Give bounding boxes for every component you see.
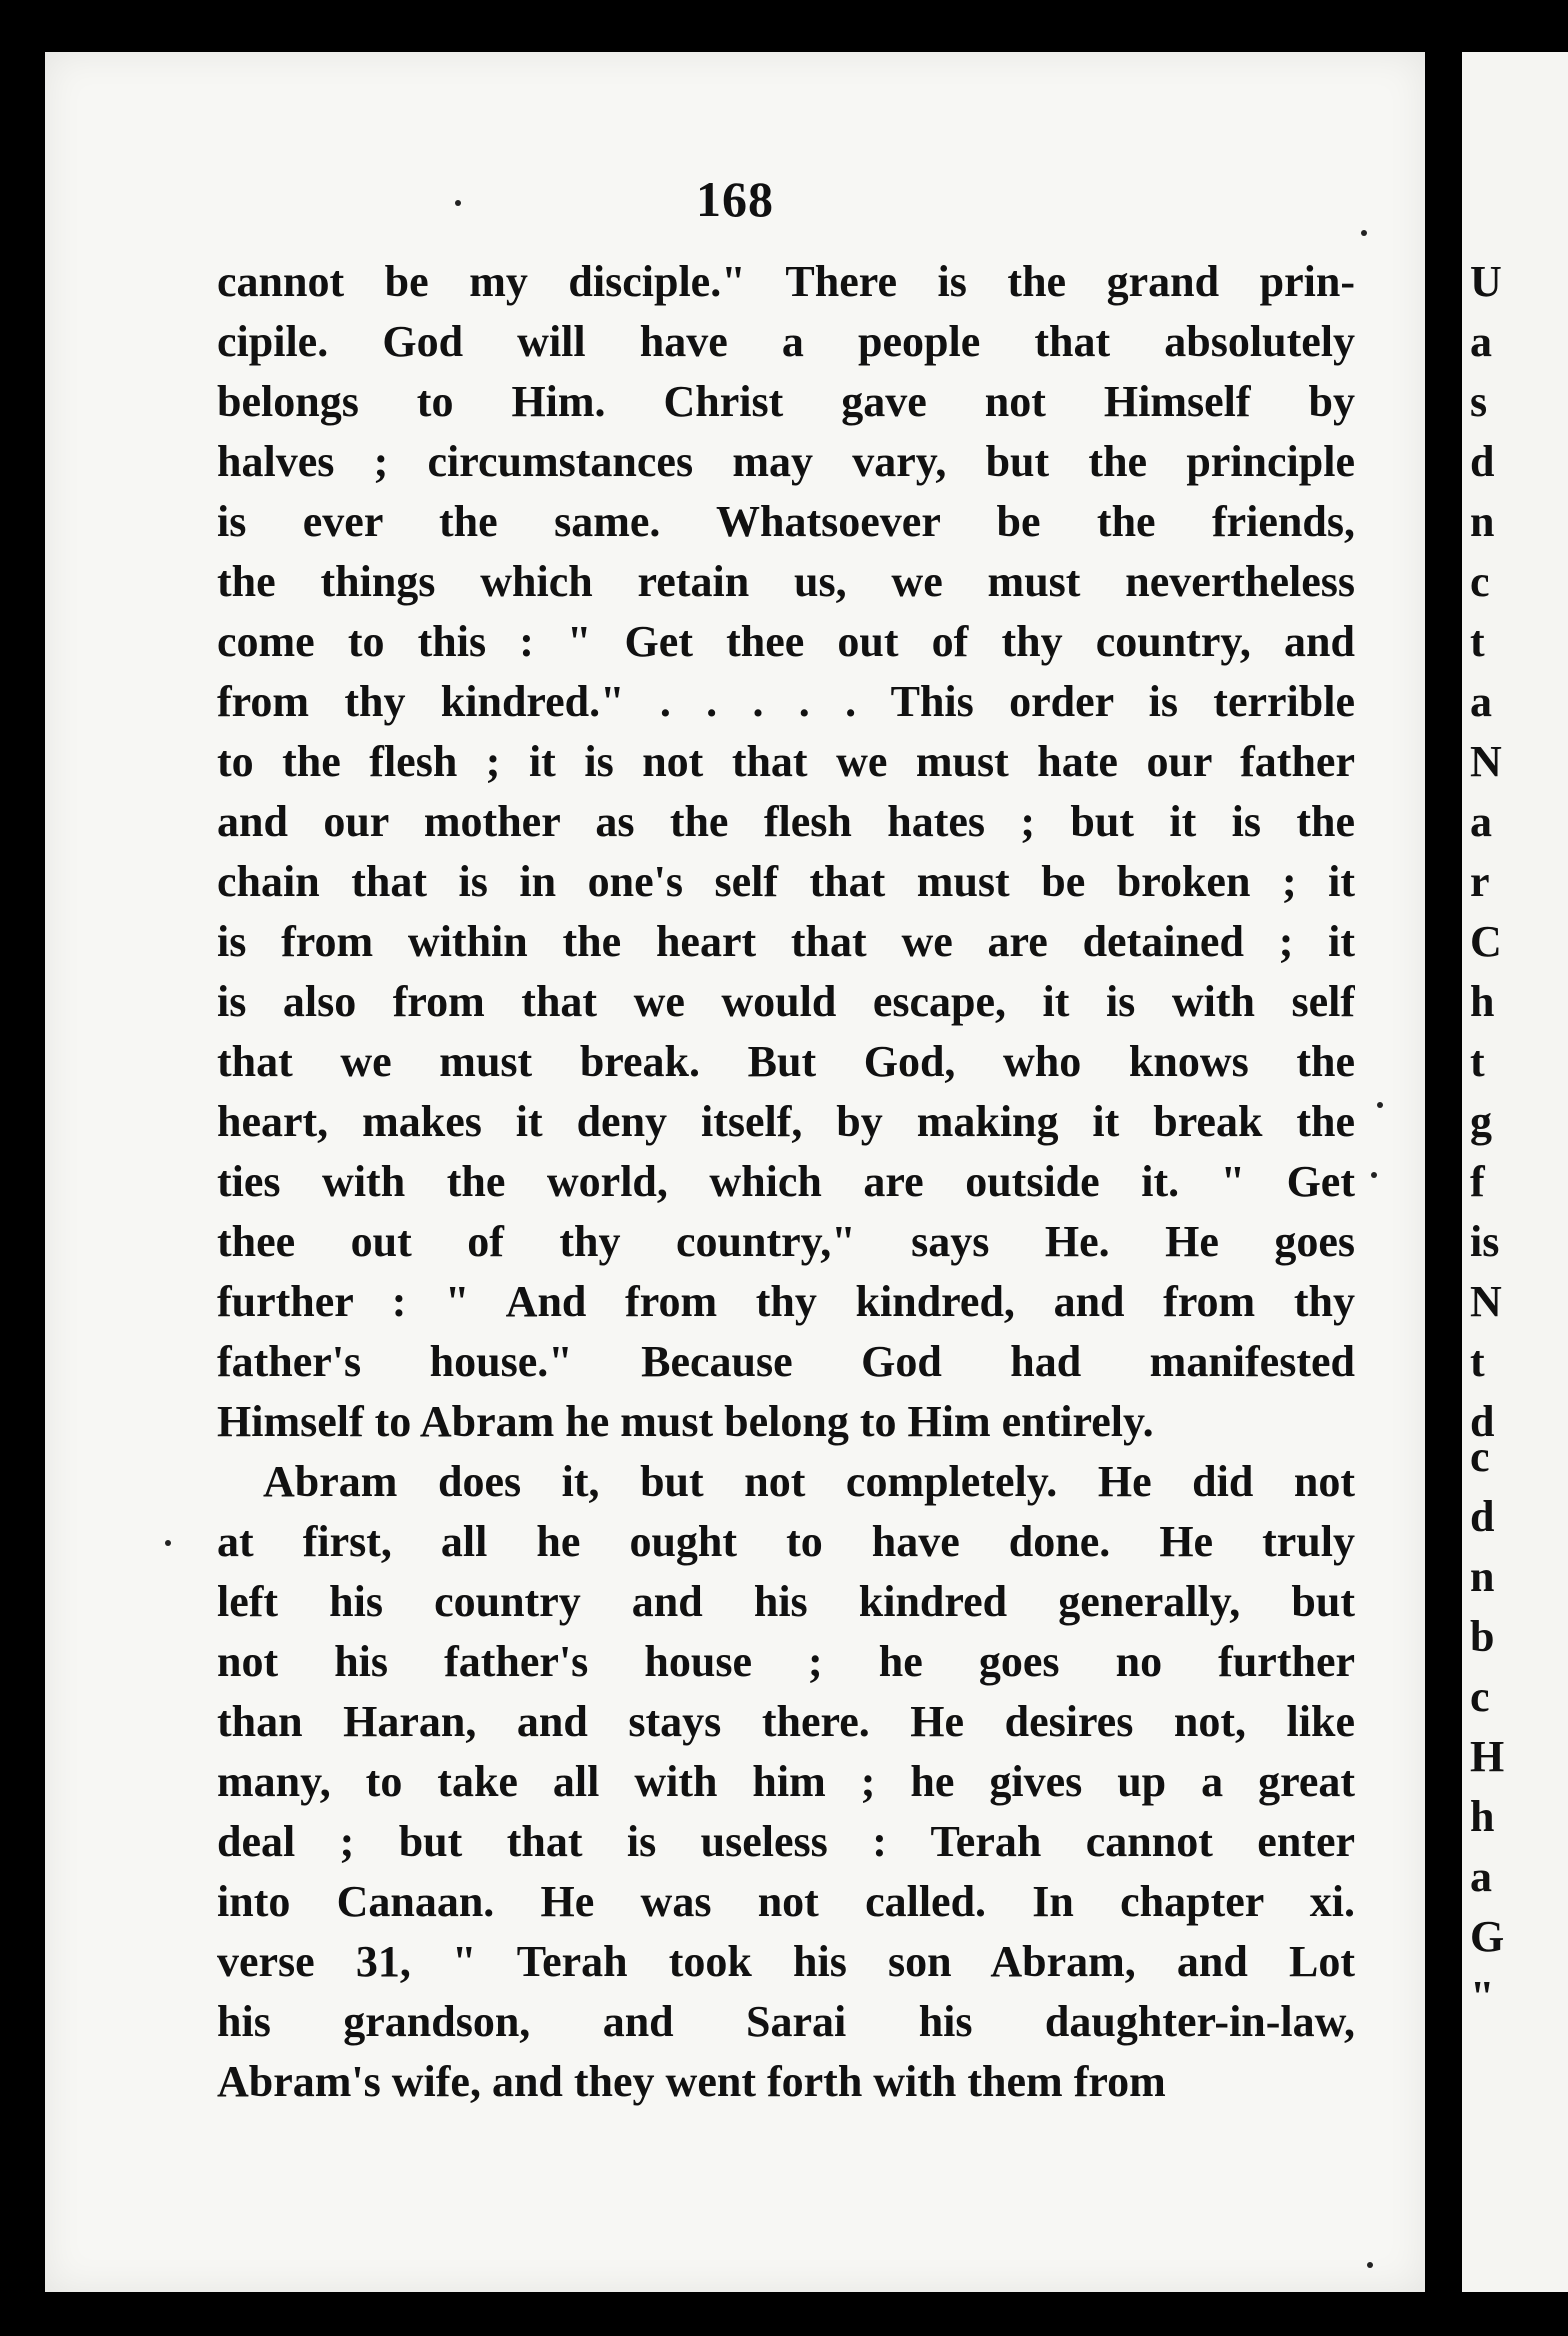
facing-page-fragment: d	[1470, 437, 1495, 486]
text-line: ties with the world, which are outside it. " Get	[217, 1157, 1355, 1206]
text-line: belongs to Him. Christ gave not Himself by	[217, 377, 1355, 426]
text-line: left his country and his kindred generally, but	[217, 1577, 1355, 1626]
facing-page-fragment: U	[1470, 257, 1502, 306]
facing-page-fragment: c	[1470, 557, 1490, 606]
facing-page-fragment: d	[1470, 1492, 1495, 1541]
text-line: verse 31, " Terah took his son Abram, and Lot	[217, 1937, 1355, 1986]
text-line: is from within the heart that we are detained ; it	[217, 917, 1355, 966]
text-line: his grandson, and Sarai his daughter-in-law,	[217, 1997, 1355, 2046]
ink-speck	[1361, 230, 1367, 236]
facing-page-fragment: c	[1470, 1432, 1490, 1481]
facing-page-fragment: g	[1470, 1097, 1492, 1146]
text-line: is also from that we would escape, it is with self	[217, 977, 1355, 1026]
text-line: to the flesh ; it is not that we must hate our father	[217, 737, 1355, 786]
facing-page-fragment: t	[1470, 1337, 1485, 1386]
facing-page-fragment: n	[1470, 497, 1495, 546]
text-line: is ever the same. Whatsoever be the friends,	[217, 497, 1355, 546]
text-line: cipile. God will have a people that absolutely	[217, 317, 1355, 366]
facing-page-fragment: f	[1470, 1157, 1485, 1206]
facing-page-fragment: G	[1470, 1912, 1505, 1961]
facing-page-fragment: c	[1470, 1672, 1490, 1721]
facing-page-fragment: C	[1470, 917, 1502, 966]
text-line: father's house." Because God had manifested	[217, 1337, 1355, 1386]
text-line: Himself to Abram he must belong to Him entirely.	[217, 1397, 1154, 1446]
ink-speck	[165, 1540, 171, 1546]
text-line: the things which retain us, we must nevertheless	[217, 557, 1355, 606]
paragraph-1	[217, 252, 1355, 1452]
text-line: chain that is in one's self that must be broken ; it	[217, 857, 1355, 906]
facing-page-fragment: is	[1470, 1217, 1500, 1266]
facing-page-fragment: "	[1470, 1972, 1495, 2021]
facing-page-fragment: a	[1470, 1852, 1492, 1901]
text-line: not his father's house ; he goes no further	[217, 1637, 1355, 1686]
text-line: that we must break. But God, who knows the	[217, 1037, 1355, 1086]
facing-page-fragment: t	[1470, 617, 1485, 666]
ink-speck	[455, 200, 461, 206]
facing-page-column	[1462, 252, 1502, 1452]
text-line: into Canaan. He was not called. In chapter xi.	[217, 1877, 1355, 1926]
facing-page-fragment: a	[1470, 317, 1492, 366]
paragraph-2	[217, 1452, 1355, 2112]
ink-speck	[1367, 2262, 1373, 2268]
facing-page-fragment: H	[1470, 1732, 1505, 1781]
facing-page-fragment: h	[1470, 1792, 1495, 1841]
facing-page-fragment: h	[1470, 977, 1495, 1026]
book-page	[45, 52, 1425, 2292]
text-line: many, to take all with him ; he gives up a great	[217, 1757, 1355, 1806]
facing-page-fragment: N	[1470, 737, 1502, 786]
text-line: further : " And from thy kindred, and from thy	[217, 1277, 1355, 1326]
text-line: thee out of thy country," says He. He goes	[217, 1217, 1355, 1266]
text-line: Abram does it, but not completely. He did not	[263, 1457, 1355, 1506]
text-line: than Haran, and stays there. He desires not, like	[217, 1697, 1355, 1746]
text-line: from thy kindred." . . . . . This order is terrible	[217, 677, 1355, 726]
facing-page-fragment: N	[1470, 1277, 1502, 1326]
ink-speck	[1377, 1102, 1383, 1108]
ink-speck	[1371, 1172, 1377, 1178]
facing-page-fragment: a	[1470, 797, 1492, 846]
facing-page-fragment: d	[1470, 1397, 1495, 1446]
text-line: Abram's wife, and they went forth with them from	[217, 2057, 1166, 2106]
text-line: heart, makes it deny itself, by making it break the	[217, 1097, 1355, 1146]
text-line: deal ; but that is useless : Terah cannot enter	[217, 1817, 1355, 1866]
facing-page-edge	[1462, 52, 1568, 2292]
text-line: come to this : " Get thee out of thy country, and	[217, 617, 1355, 666]
text-line: halves ; circumstances may vary, but the principle	[217, 437, 1355, 486]
facing-page-fragment: t	[1470, 1037, 1485, 1086]
facing-page-column-lower	[1462, 1427, 1504, 2027]
text-line: at first, all he ought to have done. He truly	[217, 1517, 1355, 1566]
facing-page-fragment: r	[1470, 857, 1490, 906]
facing-page-fragment: b	[1470, 1612, 1495, 1661]
facing-page-fragment: a	[1470, 677, 1492, 726]
text-line: and our mother as the flesh hates ; but it is the	[217, 797, 1355, 846]
facing-page-fragment: s	[1470, 377, 1488, 426]
page-number: 168	[696, 171, 774, 227]
facing-page-fragment: n	[1470, 1552, 1495, 1601]
text-line: cannot be my disciple." There is the grand prin-	[217, 257, 1355, 306]
body-text	[217, 252, 1355, 2112]
